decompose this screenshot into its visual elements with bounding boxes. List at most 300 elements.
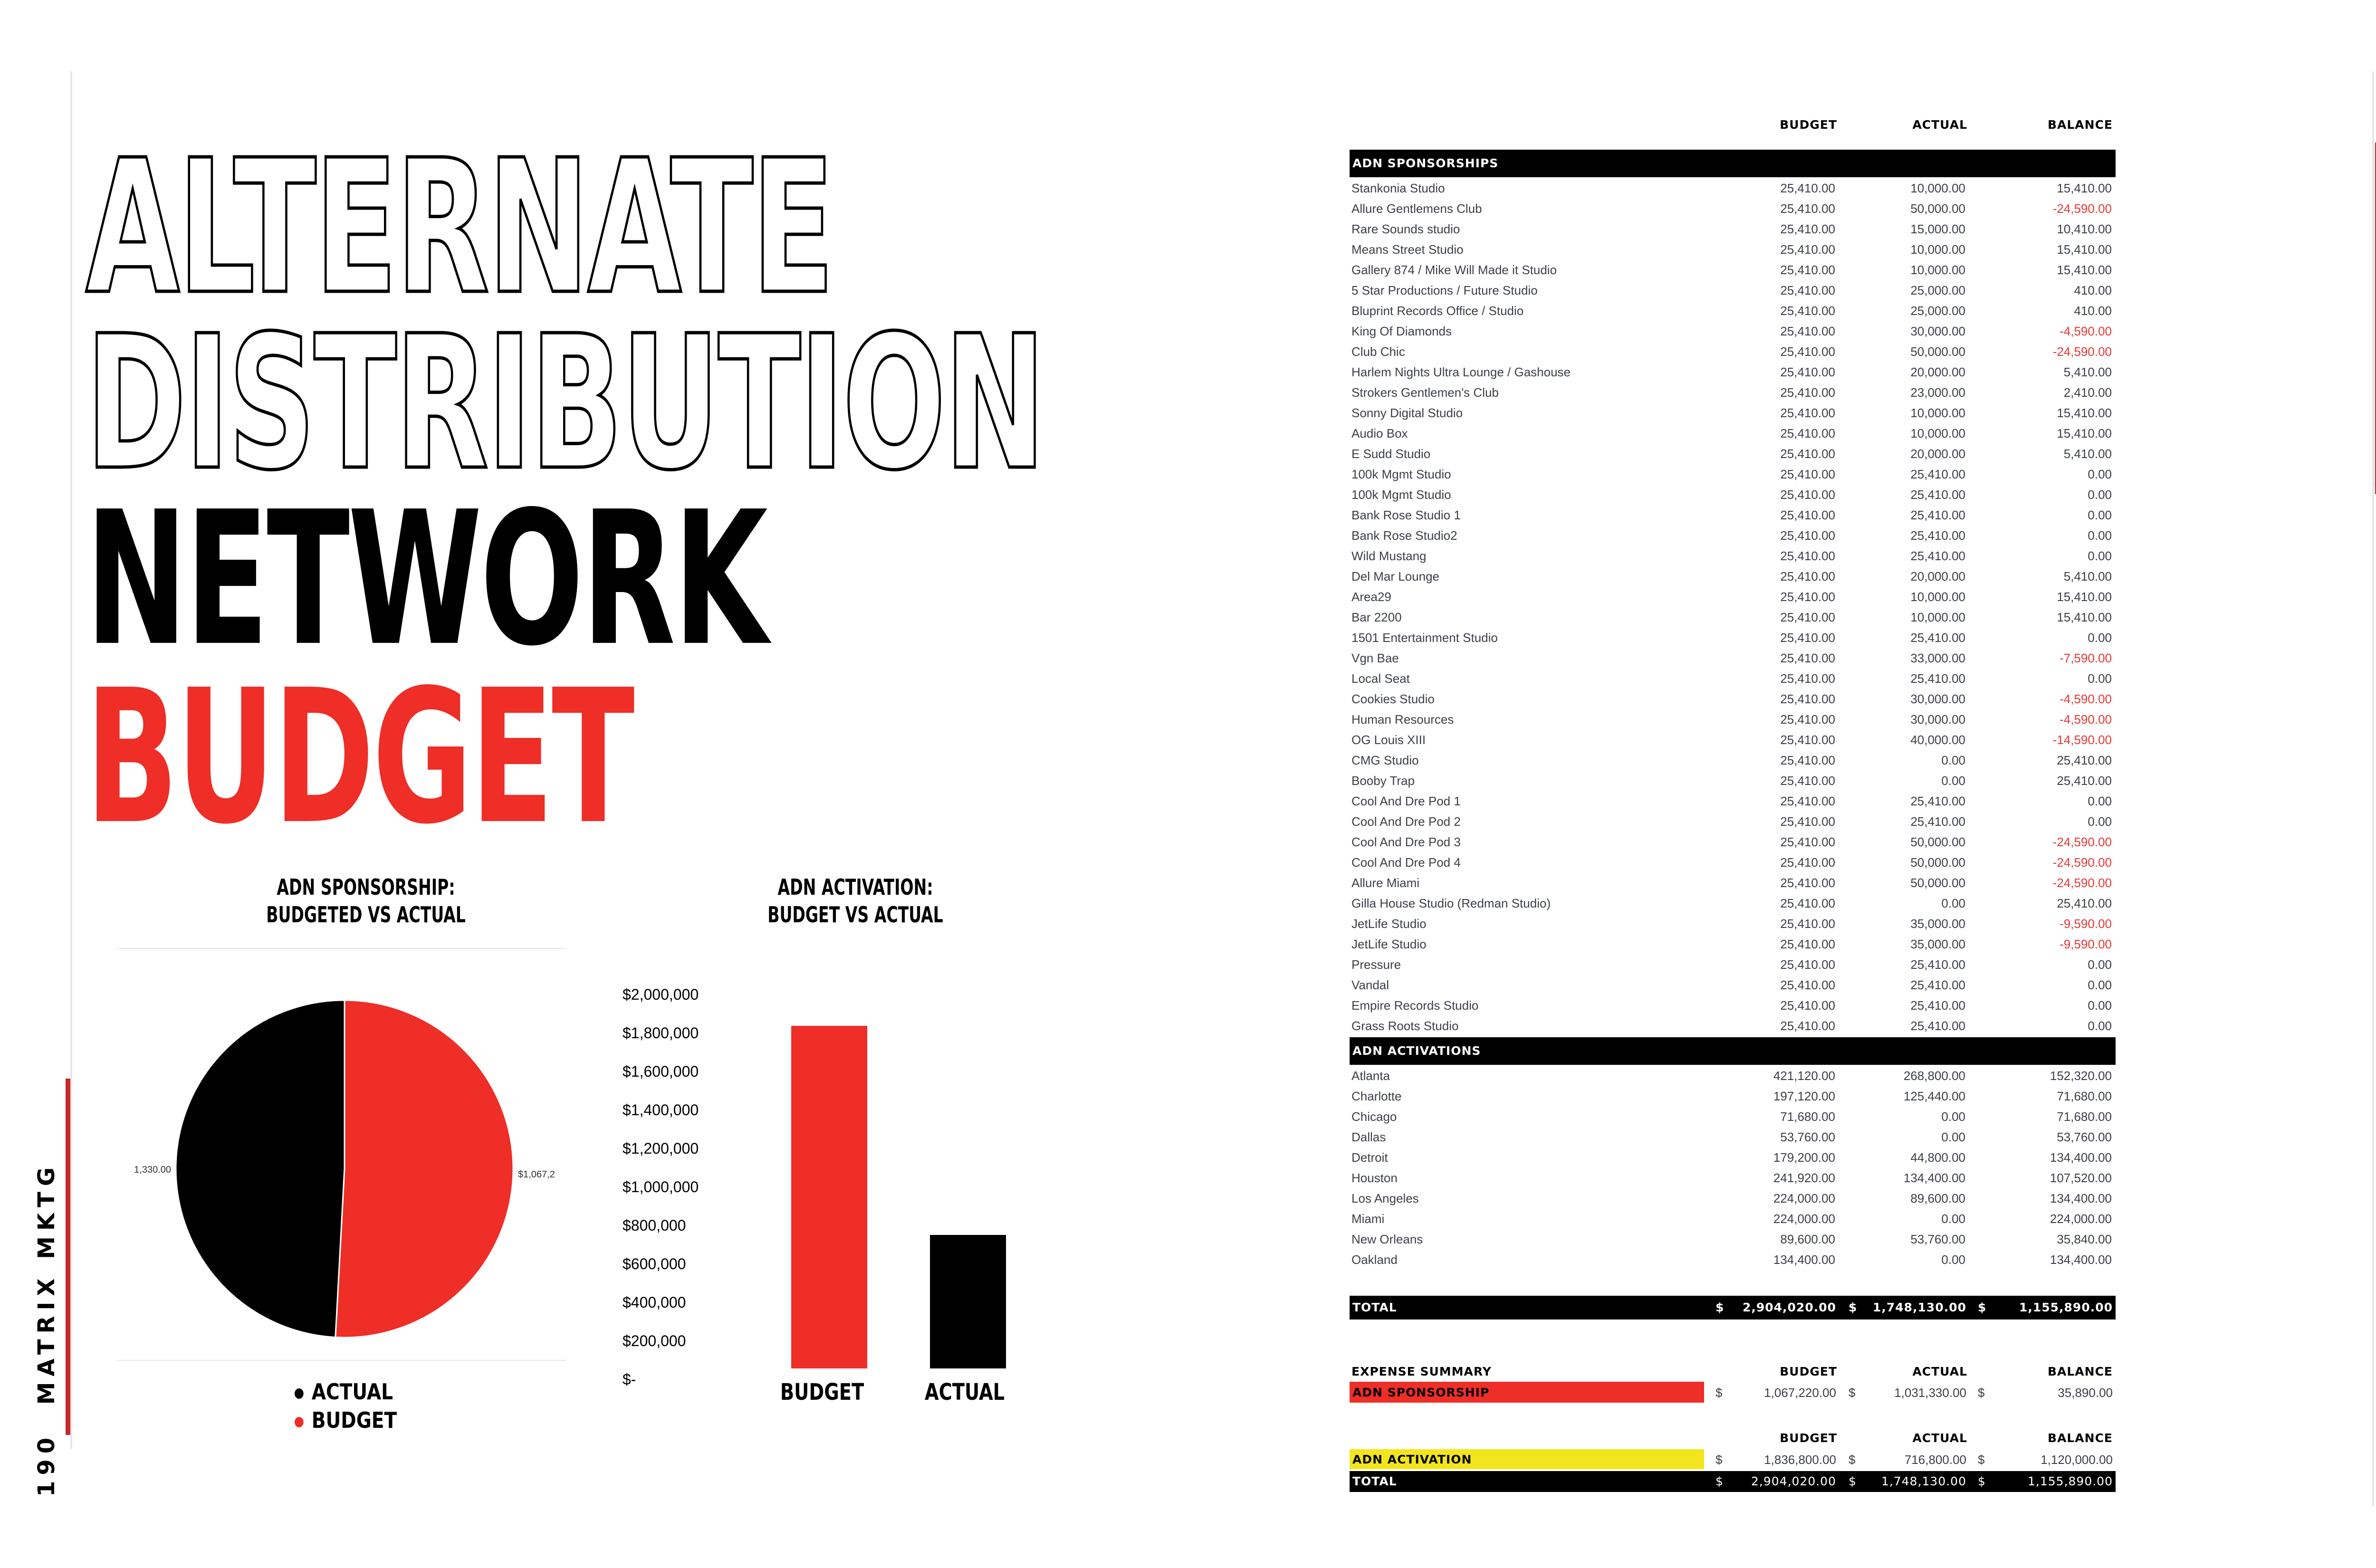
- row-actual: 20,000.00: [1910, 365, 1965, 379]
- row-balance: 35,840.00: [2057, 1232, 2112, 1246]
- summary-total-balance: 1,155,890.00: [2028, 1474, 2113, 1488]
- table-row: [1350, 485, 2115, 505]
- row-budget: 25,410.00: [1780, 876, 1835, 890]
- row-actual: 25,410.00: [1910, 488, 1965, 502]
- legend-budget-label: BUDGET: [311, 1407, 397, 1433]
- row-balance: 152,320.00: [2050, 1069, 2112, 1083]
- y-tick-label: $1,600,000: [623, 1063, 699, 1080]
- row-name: Los Angeles: [1351, 1191, 1419, 1205]
- row-name: Cool And Dre Pod 1: [1351, 794, 1461, 808]
- row-balance: 0.00: [2088, 978, 2112, 992]
- row-budget: 25,410.00: [1780, 426, 1835, 440]
- title-line-4: BUDGET: [86, 650, 633, 865]
- row-balance: 410.00: [2074, 283, 2112, 297]
- row-name: Bluprint Records Office / Studio: [1351, 304, 1524, 318]
- row-budget: 25,410.00: [1780, 774, 1835, 788]
- row-name: Strokers Gentlemen's Club: [1351, 385, 1499, 400]
- row-actual: 30,000.00: [1910, 712, 1965, 727]
- row-budget: 53,760.00: [1780, 1130, 1835, 1144]
- row-name: Empire Records Studio: [1351, 998, 1479, 1013]
- table-row: [1350, 669, 2115, 689]
- row-name: Gilla House Studio (Redman Studio): [1351, 896, 1551, 910]
- table-row: [1350, 1127, 2115, 1147]
- row-name: Vgn Bae: [1351, 651, 1399, 665]
- table-row: [1350, 1107, 2115, 1127]
- total-row: [1350, 1296, 2116, 1319]
- summary-sponsorship-balance: 35,890.00: [2058, 1386, 2113, 1400]
- row-actual: 10,000.00: [1910, 242, 1965, 257]
- row-name: Club Chic: [1351, 344, 1405, 359]
- row-actual: 0.00: [1941, 1130, 1965, 1144]
- row-balance: -4,590.00: [2060, 324, 2112, 338]
- table-row: [1350, 934, 2115, 955]
- y-tick-label: $1,800,000: [623, 1024, 699, 1042]
- row-actual: 25,410.00: [1910, 631, 1965, 645]
- row-actual: 10,000.00: [1910, 181, 1965, 195]
- row-balance: -9,590.00: [2060, 917, 2112, 931]
- legend-actual: [295, 1379, 393, 1405]
- row-name: Human Resources: [1351, 712, 1454, 727]
- col-header-balance: BALANCE: [2047, 118, 2113, 132]
- pie-chart: [95, 955, 570, 1359]
- row-balance: -24,590.00: [2052, 344, 2112, 359]
- row-actual: 25,000.00: [1910, 283, 1965, 297]
- total-budget: 2,904,020.00: [1742, 1300, 1836, 1314]
- row-budget: 25,410.00: [1780, 896, 1835, 910]
- table-row: [1350, 648, 2115, 669]
- row-balance: 0.00: [2088, 814, 2112, 829]
- row-budget: 25,410.00: [1780, 365, 1835, 379]
- row-balance: 15,410.00: [2057, 263, 2112, 277]
- table-row: [1350, 239, 2115, 260]
- row-budget: 25,410.00: [1780, 344, 1835, 359]
- row-balance: 15,410.00: [2057, 610, 2112, 624]
- row-name: Chicago: [1351, 1109, 1397, 1124]
- row-budget: 25,410.00: [1780, 549, 1835, 563]
- summary-sponsorship-actual: 1,031,330.00: [1894, 1386, 1966, 1400]
- row-name: Vandal: [1351, 978, 1389, 992]
- table-row: [1350, 689, 2115, 709]
- row-balance: -24,590.00: [2052, 855, 2112, 870]
- row-balance: 71,680.00: [2057, 1109, 2112, 1124]
- row-budget: 25,410.00: [1780, 201, 1835, 216]
- row-balance: 0.00: [2088, 488, 2112, 502]
- legend-actual-dot: [295, 1388, 304, 1399]
- summary-activation-balance: 1,120,000.00: [2041, 1453, 2113, 1467]
- col-header-actual: ACTUAL: [1912, 118, 1967, 132]
- row-balance: -24,590.00: [2052, 201, 2112, 216]
- row-name: Cool And Dre Pod 4: [1351, 855, 1461, 870]
- row-budget: 25,410.00: [1780, 753, 1835, 767]
- row-balance: 5,410.00: [2063, 365, 2112, 379]
- summary-activation-currency-1: $: [1715, 1453, 1723, 1467]
- row-budget: 25,410.00: [1780, 406, 1835, 420]
- expense-summary-title: EXPENSE SUMMARY: [1351, 1365, 1492, 1378]
- row-name: 100k Mgmt Studio: [1351, 467, 1451, 481]
- row-balance: 71,680.00: [2057, 1089, 2112, 1103]
- row-budget: 25,410.00: [1780, 304, 1835, 318]
- row-name: Miami: [1351, 1212, 1385, 1226]
- table-row: [1350, 301, 2115, 321]
- row-actual: 44,800.00: [1910, 1150, 1965, 1165]
- row-budget: 25,410.00: [1780, 651, 1835, 665]
- total-currency-budget: $: [1715, 1300, 1725, 1314]
- row-name: Gallery 874 / Mike Will Made it Studio: [1351, 263, 1557, 277]
- table-row: [1350, 362, 2115, 382]
- row-name: E Sudd Studio: [1351, 447, 1431, 461]
- bar-label-actual: ACTUAL: [924, 1379, 1005, 1405]
- table-row: [1350, 914, 2115, 934]
- table-row: [1350, 260, 2115, 280]
- summary-sponsorship-currency-1: $: [1715, 1386, 1723, 1400]
- row-balance: 134,400.00: [2050, 1150, 2112, 1165]
- row-budget: 197,120.00: [1773, 1089, 1835, 1103]
- row-budget: 25,410.00: [1780, 467, 1835, 481]
- row-balance: 0.00: [2088, 528, 2112, 543]
- table-row: [1350, 812, 2115, 832]
- summary-total-label: TOTAL: [1352, 1474, 1397, 1488]
- row-budget: 25,410.00: [1780, 937, 1835, 951]
- table-row: [1350, 750, 2115, 771]
- row-actual: 268,800.00: [1903, 1069, 1965, 1083]
- row-budget: 25,410.00: [1780, 917, 1835, 931]
- row-actual: 0.00: [1941, 774, 1965, 788]
- table-row: [1350, 955, 2115, 975]
- table-row: [1350, 1188, 2115, 1209]
- row-budget: 25,410.00: [1780, 528, 1835, 543]
- row-budget: 25,410.00: [1780, 733, 1835, 747]
- row-balance: 2,410.00: [2063, 385, 2112, 400]
- row-actual: 0.00: [1941, 1109, 1965, 1124]
- row-budget: 25,410.00: [1780, 957, 1835, 972]
- row-actual: 10,000.00: [1910, 610, 1965, 624]
- table-row: [1350, 709, 2115, 730]
- row-name: Del Mar Lounge: [1351, 569, 1439, 583]
- summary-sponsorship-label: ADN SPONSORSHIP: [1350, 1382, 1704, 1403]
- table-row: [1350, 321, 2115, 342]
- row-name: Bank Rose Studio 1: [1351, 508, 1461, 522]
- row-actual: 23,000.00: [1910, 385, 1965, 400]
- row-actual: 50,000.00: [1910, 876, 1965, 890]
- pie-slice-budget: [335, 1000, 513, 1338]
- row-budget: 25,410.00: [1780, 324, 1835, 338]
- pie-chart-title: ADN SPONSORSHIP: BUDGETED VS ACTUAL: [266, 874, 466, 927]
- row-name: Area29: [1351, 590, 1391, 604]
- summary-col-actual: ACTUAL: [1912, 1365, 1967, 1378]
- row-actual: 0.00: [1941, 753, 1965, 767]
- row-balance: 0.00: [2088, 549, 2112, 563]
- table-row: [1350, 1016, 2115, 1036]
- row-name: CMG Studio: [1351, 753, 1419, 767]
- row-budget: 25,410.00: [1780, 263, 1835, 277]
- table-row: [1350, 526, 2115, 546]
- table-row: [1350, 423, 2115, 444]
- row-actual: 0.00: [1941, 1212, 1965, 1226]
- row-actual: 35,000.00: [1910, 917, 1965, 931]
- table-row: [1350, 730, 2115, 750]
- pie-slice-label-actual: 1,330.00: [134, 1165, 171, 1175]
- row-budget: 241,920.00: [1773, 1171, 1835, 1185]
- row-balance: 15,410.00: [2057, 242, 2112, 257]
- row-balance: 15,410.00: [2057, 181, 2112, 195]
- budget-table: [1350, 114, 2116, 1492]
- row-balance: -14,590.00: [2052, 733, 2112, 747]
- row-actual: 25,410.00: [1910, 467, 1965, 481]
- bar-label-budget: BUDGET: [780, 1379, 864, 1405]
- summary-col-actual-2: ACTUAL: [1912, 1431, 1967, 1445]
- row-actual: 10,000.00: [1910, 590, 1965, 604]
- row-name: King Of Diamonds: [1351, 324, 1452, 338]
- row-budget: 25,410.00: [1780, 242, 1835, 257]
- table-row: [1350, 566, 2115, 587]
- row-actual: 15,000.00: [1910, 222, 1965, 236]
- summary-activation-actual: 716,800.00: [1904, 1453, 1966, 1467]
- row-actual: 125,440.00: [1903, 1089, 1965, 1103]
- total-actual: 1,748,130.00: [1872, 1300, 1966, 1314]
- table-row: [1350, 771, 2115, 791]
- title-line-1: ALTERNATE: [86, 120, 833, 335]
- row-balance: 107,520.00: [2050, 1171, 2112, 1185]
- row-actual: 40,000.00: [1910, 733, 1965, 747]
- summary-sponsorship-budget: 1,067,220.00: [1764, 1386, 1836, 1400]
- row-name: Dallas: [1351, 1130, 1386, 1144]
- row-budget: 25,410.00: [1780, 488, 1835, 502]
- row-actual: 25,410.00: [1910, 1019, 1965, 1033]
- row-balance: 224,000.00: [2050, 1212, 2112, 1226]
- row-actual: 0.00: [1941, 1252, 1965, 1267]
- total-currency-actual: $: [1849, 1300, 1858, 1314]
- row-name: Local Seat: [1351, 671, 1410, 686]
- total-balance: 1,155,890.00: [2019, 1300, 2113, 1314]
- y-tick-label: $800,000: [623, 1217, 686, 1234]
- table-row: [1350, 178, 2115, 199]
- row-budget: 25,410.00: [1780, 590, 1835, 604]
- row-actual: 25,410.00: [1910, 794, 1965, 808]
- row-balance: 0.00: [2088, 998, 2112, 1013]
- table-row: [1350, 464, 2115, 485]
- row-budget: 25,410.00: [1780, 794, 1835, 808]
- y-tick-label: $1,400,000: [623, 1101, 699, 1119]
- bar-budget: [791, 1026, 867, 1368]
- row-actual: 20,000.00: [1910, 447, 1965, 461]
- row-actual: 53,760.00: [1910, 1232, 1965, 1246]
- row-name: Charlotte: [1351, 1089, 1402, 1103]
- row-name: Allure Gentlemens Club: [1351, 201, 1482, 216]
- row-budget: 89,600.00: [1780, 1232, 1835, 1246]
- table-row: [1350, 382, 2115, 403]
- left-accent-bar: [66, 1079, 70, 1435]
- row-name: Audio Box: [1351, 426, 1408, 440]
- row-name: Sonny Digital Studio: [1351, 406, 1463, 420]
- summary-col-balance-2: BALANCE: [2047, 1431, 2113, 1445]
- row-budget: 179,200.00: [1773, 1150, 1835, 1165]
- row-balance: 0.00: [2088, 508, 2112, 522]
- row-name: 1501 Entertainment Studio: [1351, 631, 1498, 645]
- row-name: Cookies Studio: [1351, 692, 1435, 706]
- table-row: [1350, 791, 2115, 812]
- table-row: [1350, 199, 2115, 219]
- row-actual: 25,410.00: [1910, 549, 1965, 563]
- row-balance: -7,590.00: [2060, 651, 2112, 665]
- row-actual: 25,410.00: [1910, 978, 1965, 992]
- y-tick-label: $600,000: [623, 1255, 686, 1272]
- row-name: Bank Rose Studio2: [1351, 528, 1457, 543]
- row-actual: 89,600.00: [1910, 1191, 1965, 1205]
- row-name: Grass Roots Studio: [1351, 1019, 1459, 1033]
- row-budget: 25,410.00: [1780, 998, 1835, 1013]
- row-budget: 25,410.00: [1780, 631, 1835, 645]
- row-name: Means Street Studio: [1351, 242, 1464, 257]
- row-actual: 25,000.00: [1910, 304, 1965, 318]
- table-row: [1350, 832, 2115, 852]
- table-row: [1350, 1168, 2115, 1188]
- total-currency-balance: $: [1978, 1300, 1987, 1314]
- row-budget: 421,120.00: [1773, 1069, 1835, 1083]
- table-row: [1350, 444, 2115, 464]
- row-name: Bar 2200: [1351, 610, 1402, 624]
- table-row: [1350, 628, 2115, 648]
- summary-activation-label: ADN ACTIVATION: [1350, 1449, 1704, 1469]
- row-name: JetLife Studio: [1351, 917, 1427, 931]
- summary-sponsorship-currency-2: $: [1849, 1386, 1856, 1400]
- table-row: [1350, 893, 2115, 914]
- pie-frame-bottom: [116, 1360, 565, 1361]
- summary-activation-budget: 1,836,800.00: [1764, 1453, 1836, 1467]
- legend-actual-label: ACTUAL: [311, 1379, 393, 1405]
- row-actual: 25,410.00: [1910, 528, 1965, 543]
- table-row: [1350, 873, 2115, 893]
- row-actual: 10,000.00: [1910, 406, 1965, 420]
- row-balance: 0.00: [2088, 671, 2112, 686]
- row-balance: 134,400.00: [2050, 1252, 2112, 1267]
- row-name: Houston: [1351, 1171, 1398, 1185]
- summary-activation-currency-2: $: [1849, 1453, 1856, 1467]
- title-line-3: NETWORK: [86, 472, 766, 687]
- legend-budget: [295, 1407, 397, 1433]
- table-row: [1350, 342, 2115, 362]
- row-budget: 71,680.00: [1780, 1109, 1835, 1124]
- row-name: Pressure: [1351, 957, 1401, 972]
- summary-total-currency-2: $: [1849, 1474, 1857, 1488]
- summary-sponsorship-row: [1350, 1382, 2116, 1404]
- row-actual: 50,000.00: [1910, 835, 1965, 849]
- row-balance: 25,410.00: [2057, 896, 2112, 910]
- row-name: Rare Sounds studio: [1351, 222, 1460, 236]
- col-header-budget: BUDGET: [1780, 118, 1837, 132]
- left-page-number: 190: [33, 1432, 60, 1497]
- row-name: Detroit: [1351, 1150, 1388, 1165]
- row-budget: 25,410.00: [1780, 283, 1835, 297]
- pie-slice-actual: [176, 1000, 345, 1337]
- total-label: TOTAL: [1352, 1300, 1397, 1314]
- row-balance: -24,590.00: [2052, 835, 2112, 849]
- summary-total-currency-3: $: [1978, 1474, 1986, 1488]
- row-budget: 25,410.00: [1780, 569, 1835, 583]
- table-row: [1350, 1147, 2115, 1168]
- row-name: JetLife Studio: [1351, 937, 1427, 951]
- y-tick-label: $1,000,000: [623, 1178, 699, 1195]
- row-budget: 25,410.00: [1780, 508, 1835, 522]
- row-name: Allure Miami: [1351, 876, 1420, 890]
- row-balance: 5,410.00: [2063, 447, 2112, 461]
- row-actual: 10,000.00: [1910, 426, 1965, 440]
- row-actual: 20,000.00: [1910, 569, 1965, 583]
- row-budget: 25,410.00: [1780, 671, 1835, 686]
- row-name: New Orleans: [1351, 1232, 1423, 1246]
- row-balance: 0.00: [2088, 957, 2112, 972]
- row-balance: 15,410.00: [2057, 590, 2112, 604]
- row-actual: 35,000.00: [1910, 937, 1965, 951]
- summary-col-balance: BALANCE: [2047, 1365, 2113, 1378]
- row-balance: -4,590.00: [2060, 692, 2112, 706]
- row-budget: 25,410.00: [1780, 835, 1835, 849]
- row-name: Atlanta: [1351, 1069, 1390, 1083]
- row-name: Booby Trap: [1351, 774, 1415, 788]
- row-actual: 25,410.00: [1910, 998, 1965, 1013]
- summary-col-budget: BUDGET: [1780, 1365, 1837, 1378]
- y-tick-label: $1,200,000: [623, 1140, 699, 1157]
- row-name: Harlem Nights Ultra Lounge / Gashouse: [1351, 365, 1571, 379]
- table-row: [1350, 505, 2115, 526]
- row-actual: 50,000.00: [1910, 855, 1965, 870]
- row-balance: 5,410.00: [2063, 569, 2112, 583]
- y-tick-label: $2,000,000: [623, 986, 699, 1003]
- row-balance: 0.00: [2088, 794, 2112, 808]
- table-row: [1350, 1250, 2115, 1270]
- row-balance: 0.00: [2088, 467, 2112, 481]
- row-actual: 10,000.00: [1910, 263, 1965, 277]
- summary-total-currency-1: $: [1715, 1474, 1724, 1488]
- row-budget: 25,410.00: [1780, 447, 1835, 461]
- row-name: Cool And Dre Pod 2: [1351, 814, 1461, 829]
- table-row: [1350, 403, 2115, 423]
- row-budget: 25,410.00: [1780, 385, 1835, 400]
- row-name: Stankonia Studio: [1351, 181, 1445, 195]
- left-margin-rule: [70, 71, 72, 1449]
- row-actual: 30,000.00: [1910, 692, 1965, 706]
- bar-chart-title: ADN ACTIVATION: BUDGET VS ACTUAL: [767, 874, 943, 927]
- row-actual: 33,000.00: [1910, 651, 1965, 665]
- row-balance: 15,410.00: [2057, 406, 2112, 420]
- left-folio: [33, 1162, 60, 1497]
- summary-activation-row: [1350, 1449, 2116, 1470]
- row-budget: 25,410.00: [1780, 222, 1835, 236]
- row-actual: 25,410.00: [1910, 508, 1965, 522]
- table-row: [1350, 587, 2115, 607]
- row-budget: 224,000.00: [1773, 1191, 1835, 1205]
- y-tick-label: $400,000: [623, 1294, 686, 1311]
- row-name: Wild Mustang: [1351, 549, 1427, 563]
- row-name: Cool And Dre Pod 3: [1351, 835, 1461, 849]
- row-actual: 50,000.00: [1910, 201, 1965, 216]
- row-balance: -24,590.00: [2052, 876, 2112, 890]
- row-balance: -9,590.00: [2060, 937, 2112, 951]
- table-row: [1350, 1209, 2115, 1229]
- section-sponsorships-header: ADN SPONSORSHIPS: [1350, 150, 2116, 177]
- row-balance: 15,410.00: [2057, 426, 2112, 440]
- row-balance: 0.00: [2088, 631, 2112, 645]
- section-activations-header: ADN ACTIVATIONS: [1350, 1037, 2116, 1065]
- table-row: [1350, 1086, 2115, 1107]
- table-row: [1350, 280, 2115, 301]
- row-actual: 25,410.00: [1910, 814, 1965, 829]
- row-actual: 0.00: [1941, 896, 1965, 910]
- row-budget: 134,400.00: [1773, 1252, 1835, 1267]
- legend-budget-dot: [295, 1417, 304, 1427]
- right-margin-rule: [2372, 71, 2374, 1506]
- row-balance: 10,410.00: [2057, 222, 2112, 236]
- row-balance: 0.00: [2088, 1019, 2112, 1033]
